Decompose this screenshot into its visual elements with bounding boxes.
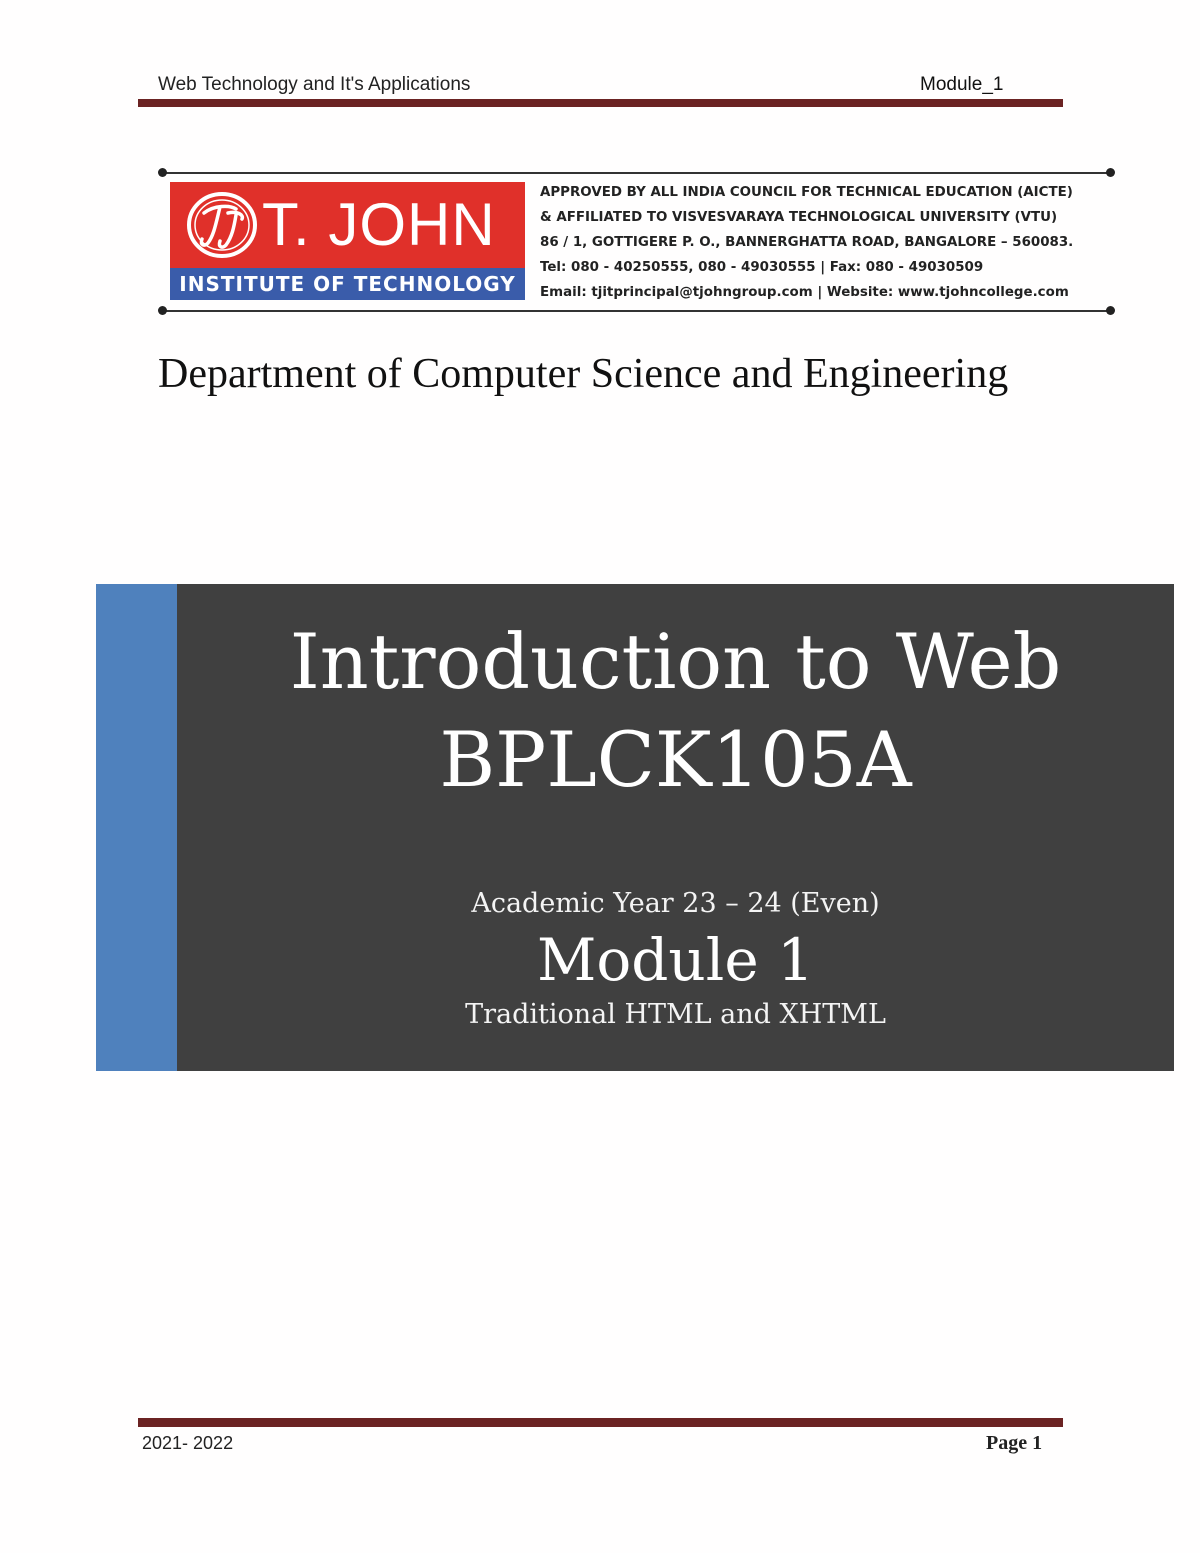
- address-line: APPROVED BY ALL INDIA COUNCIL FOR TECHNICAL EDUCATION (AICTE): [540, 185, 1073, 200]
- header-title: Web Technology and It's Applications: [158, 74, 471, 95]
- footer-year: 2021- 2022: [142, 1433, 234, 1453]
- page-number: Page 1: [986, 1432, 1043, 1454]
- footer-rule: [138, 1418, 1063, 1427]
- banner-top-line: [162, 172, 1110, 174]
- college-logo: [170, 182, 525, 300]
- banner-dot: [1106, 168, 1115, 177]
- tj-emblem-icon: [184, 189, 260, 261]
- academic-year: Academic Year 23 – 24 (Even): [471, 888, 880, 919]
- logo-institute: INSTITUTE OF TECHNOLOGY: [179, 272, 516, 296]
- address-line: Email: tjitprincipal@tjohngroup.com | Website: www.tjohncollege.com: [540, 285, 1069, 300]
- college-address: [540, 180, 1073, 305]
- banner-dot: [158, 306, 167, 315]
- header-module: Module_1: [920, 74, 1004, 95]
- address-line: 86 / 1, GOTTIGERE P. O., BANNERGHATTA ROAD, BANGALORE – 560083.: [540, 235, 1074, 250]
- banner-bottom-line: [162, 310, 1110, 312]
- banner-dot: [158, 168, 167, 177]
- cover-accent-bar: [96, 584, 177, 1071]
- address-line: & AFFILIATED TO VISVESVARAYA TECHNOLOGICAL UNIVERSITY (VTU): [540, 210, 1058, 225]
- cover-title: Introduction to Web: [289, 617, 1062, 706]
- department-name: Department of Computer Science and Engineering: [158, 351, 1009, 397]
- course-code: BPLCK105A: [439, 715, 912, 804]
- address-line: Tel: 080 - 40250555, 080 - 49030555 | Fax: 080 - 49030509: [540, 260, 984, 275]
- banner-dot: [1106, 306, 1115, 315]
- logo-name: T. JOHN: [262, 191, 496, 258]
- header-rule: [138, 99, 1063, 107]
- module-subtitle: Traditional HTML and XHTML: [465, 999, 886, 1030]
- module-heading: Module 1: [536, 926, 814, 994]
